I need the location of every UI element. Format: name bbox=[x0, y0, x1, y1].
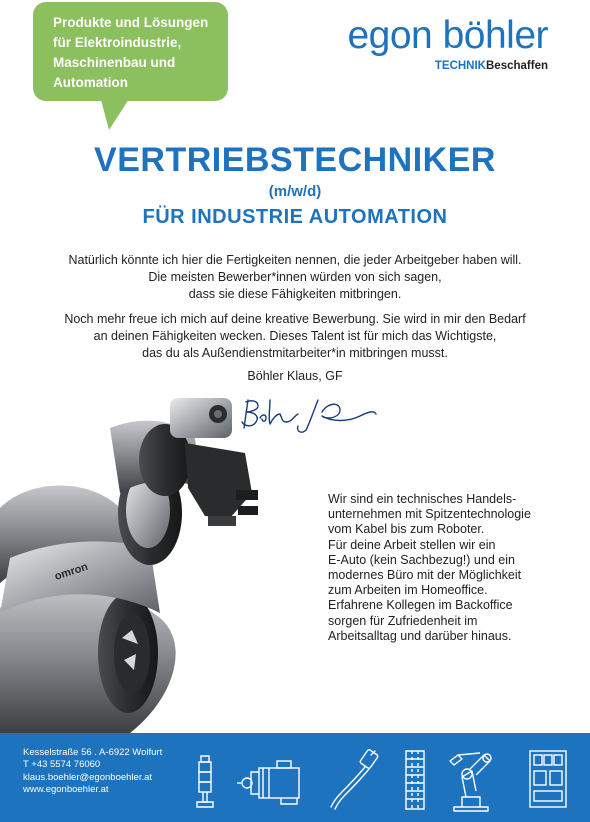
company-line: Arbeitsalltag und darüber hinaus. bbox=[328, 628, 512, 643]
contact-info bbox=[23, 747, 162, 797]
signal-tower-icon bbox=[193, 753, 217, 811]
footer-phone: T +43 5574 76060 bbox=[23, 759, 101, 771]
tagline-bubble-tail bbox=[100, 96, 131, 130]
logo-sub-technik: TECHNIK bbox=[434, 60, 486, 72]
footer-address: Kesselstraße 56 . A-6922 Wolfurt bbox=[23, 747, 163, 758]
robot-brand-label: omron bbox=[53, 560, 90, 583]
gender-note: (m/w/d) bbox=[268, 183, 322, 200]
logo-sub-beschaffen: Beschaffen bbox=[486, 60, 548, 72]
robot-arm-small-icon bbox=[444, 747, 498, 813]
signer-name: Böhler Klaus, GF bbox=[247, 369, 343, 383]
intro-line: an deinen Fähigkeiten wecken. Dieses Talent ist für mich das Wichtigste, bbox=[93, 329, 497, 343]
company-logo bbox=[345, 14, 560, 76]
control-cabinet-icon bbox=[528, 749, 568, 811]
job-title: VERTRIEBSTECHNIKER bbox=[94, 141, 496, 179]
company-line: Für deine Arbeit stellen wir ein bbox=[328, 537, 496, 552]
robot-arm-image bbox=[0, 398, 310, 733]
footer-bar bbox=[0, 733, 590, 822]
intro-paragraph-2 bbox=[0, 311, 590, 362]
job-subtitle: FÜR INDUSTRIE AUTOMATION bbox=[142, 206, 448, 228]
company-line: vom Kabel bis zum Roboter. bbox=[328, 522, 485, 537]
tagline-line: Maschinenbau und bbox=[53, 55, 176, 70]
cable-chain-icon bbox=[400, 747, 430, 813]
servo-motor-icon bbox=[237, 758, 305, 808]
intro-line: Noch mehr freue ich mich auf deine kreative Bewerbung. Sie wird in mir den Bedarf bbox=[64, 312, 526, 326]
logo-subline bbox=[435, 60, 548, 72]
company-line: sorgen für Zufriedenheit im bbox=[328, 613, 478, 628]
intro-line: Natürlich könnte ich hier die Fertigkeiten nennen, die jeder Arbeitgeber haben will. bbox=[68, 253, 522, 267]
intro-paragraph-1 bbox=[0, 252, 590, 303]
company-line: unternehmen mit Spitzentechnologie bbox=[328, 507, 531, 522]
company-line: zum Arbeiten im Homeoffice. bbox=[328, 583, 488, 598]
company-line: Wir sind ein technisches Handels- bbox=[328, 492, 517, 506]
footer-website[interactable]: www.egonboehler.at bbox=[23, 784, 109, 796]
company-description bbox=[328, 492, 568, 644]
tagline-text bbox=[53, 13, 228, 93]
company-line: Erfahrene Kollegen im Backoffice bbox=[328, 598, 513, 613]
tagline-line: für Elektroindustrie, bbox=[53, 35, 182, 50]
intro-line: das du als Außendienstmitarbeiter*in mitbringen musst. bbox=[142, 346, 448, 360]
intro-line: Die meisten Bewerber*innen würden von sich sagen, bbox=[148, 270, 442, 284]
company-line: E-Auto (kein Sachbezug!) und ein bbox=[328, 552, 515, 567]
logo-wordmark: egon böhler bbox=[347, 14, 548, 57]
cable-icon bbox=[327, 747, 383, 811]
tagline-line: Automation bbox=[53, 75, 128, 90]
intro-line: dass sie diese Fähigkeiten mitbringen. bbox=[188, 287, 402, 301]
footer-email[interactable]: klaus.boehler@egonboehler.at bbox=[23, 771, 153, 783]
company-line: modernes Büro mit der Möglichkeit bbox=[328, 568, 522, 583]
tagline-line: Produkte und Lösungen bbox=[53, 15, 209, 30]
